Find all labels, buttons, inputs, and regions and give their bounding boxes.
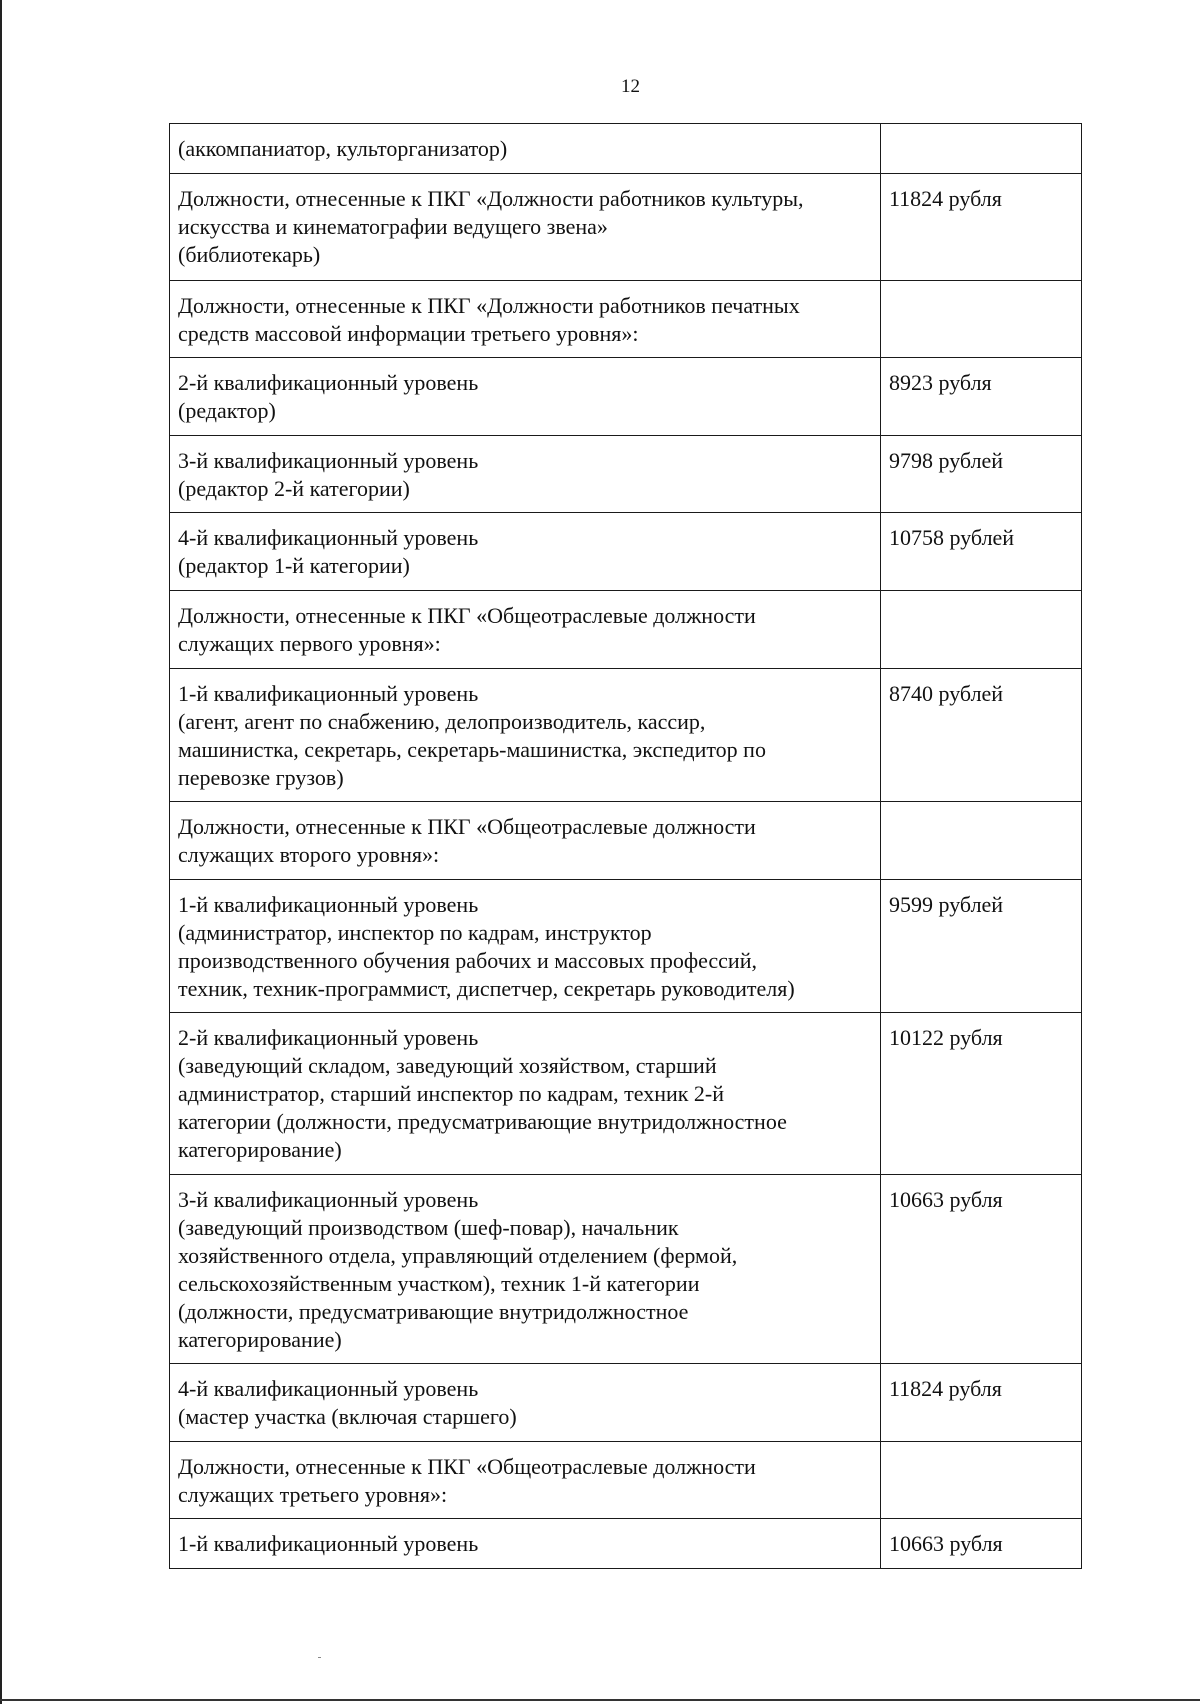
table-row <box>170 591 1082 669</box>
salary-amount-cell: 9798 рублей <box>881 436 1082 513</box>
position-description-line: 4-й квалификационный уровень <box>178 525 479 550</box>
position-description-line: (заведующий производством (шеф-повар), начальник <box>178 1215 679 1240</box>
table-row <box>170 1364 1082 1442</box>
table-row <box>170 880 1082 1013</box>
salary-amount-cell: 11824 рубля <box>881 1364 1082 1442</box>
position-description-cell <box>170 358 881 436</box>
position-description-line: (должности, предусматривающие внутридолжностное <box>178 1299 689 1324</box>
position-description-cell <box>170 1442 881 1519</box>
position-description-line: (редактор 1-й категории) <box>178 553 410 578</box>
position-description-line: категорирование) <box>178 1137 342 1162</box>
table-row <box>170 436 1082 513</box>
position-description-line: (редактор) <box>178 398 276 423</box>
position-description-line: Должности, отнесенные к ПКГ «Общеотраслевые должности <box>178 603 756 628</box>
position-description-cell <box>170 1364 881 1442</box>
position-description-line: администратор, старший инспектор по кадрам, техник 2-й <box>178 1081 725 1106</box>
position-description-line: искусства и кинематографии ведущего звена» <box>178 214 608 239</box>
position-description-line: средств массовой информации третьего уровня»: <box>178 321 639 346</box>
scan-left-edge <box>0 0 2 1704</box>
position-description-line: Должности, отнесенные к ПКГ «Должности работников печатных <box>178 293 800 318</box>
table-row <box>170 358 1082 436</box>
position-description-cell <box>170 1519 881 1569</box>
position-description-line: техник, техник-программист, диспетчер, секретарь руководителя) <box>178 976 795 1001</box>
position-description-line: машинистка, секретарь, секретарь-машинистка, экспедитор по <box>178 737 766 762</box>
position-description-line: 3-й квалификационный уровень <box>178 1187 479 1212</box>
position-description-line: (агент, агент по снабжению, делопроизводитель, кассир, <box>178 709 706 734</box>
position-description-cell <box>170 880 881 1013</box>
position-description-cell <box>170 1013 881 1175</box>
salary-amount-cell <box>881 591 1082 669</box>
salary-amount-cell: 10758 рублей <box>881 513 1082 591</box>
position-description-cell <box>170 513 881 591</box>
position-description-line: 2-й квалификационный уровень <box>178 1025 479 1050</box>
salary-amount-cell: 11824 рубля <box>881 174 1082 281</box>
table-row <box>170 513 1082 591</box>
position-description-cell <box>170 281 881 358</box>
page-number: 12 <box>621 76 640 97</box>
table-row <box>170 281 1082 358</box>
position-description-cell <box>170 124 881 174</box>
position-description-line: (редактор 2-й категории) <box>178 476 410 501</box>
salary-amount-cell <box>881 802 1082 880</box>
position-description-line: (библиотекарь) <box>178 242 321 267</box>
position-description-line: (аккомпаниатор, культорганизатор) <box>178 136 508 161</box>
position-description-line: перевозке грузов) <box>178 765 344 790</box>
table-row <box>170 124 1082 174</box>
position-description-line: 1-й квалификационный уровень <box>178 892 479 917</box>
table-row <box>170 1519 1082 1569</box>
position-description-line: сельскохозяйственным участком), техник 1-й категории <box>178 1271 700 1296</box>
salary-table <box>169 123 1082 1569</box>
salary-amount-cell: 10663 рубля <box>881 1519 1082 1569</box>
scan-speck <box>318 1657 321 1658</box>
position-description-line: Должности, отнесенные к ПКГ «Должности работников культуры, <box>178 186 804 211</box>
position-description-line: Должности, отнесенные к ПКГ «Общеотраслевые должности <box>178 814 756 839</box>
position-description-line: Должности, отнесенные к ПКГ «Общеотраслевые должности <box>178 1454 756 1479</box>
salary-amount-cell <box>881 281 1082 358</box>
scan-bottom-edge <box>0 1699 1200 1701</box>
position-description-cell <box>170 174 881 281</box>
salary-amount-cell: 9599 рублей <box>881 880 1082 1013</box>
salary-amount-cell: 8740 рублей <box>881 669 1082 802</box>
position-description-line: хозяйственного отдела, управляющий отделением (фермой, <box>178 1243 738 1268</box>
position-description-line: (администратор, инспектор по кадрам, инструктор <box>178 920 652 945</box>
table-row <box>170 174 1082 281</box>
position-description-cell <box>170 591 881 669</box>
position-description-line: 3-й квалификационный уровень <box>178 448 479 473</box>
position-description-cell <box>170 1175 881 1364</box>
position-description-line: производственного обучения рабочих и массовых профессий, <box>178 948 757 973</box>
table-row <box>170 1175 1082 1364</box>
position-description-line: (мастер участка (включая старшего) <box>178 1404 517 1429</box>
position-description-line: 2-й квалификационный уровень <box>178 370 479 395</box>
salary-amount-cell: 10663 рубля <box>881 1175 1082 1364</box>
position-description-line: 4-й квалификационный уровень <box>178 1376 479 1401</box>
position-description-cell <box>170 802 881 880</box>
salary-amount-cell: 8923 рубля <box>881 358 1082 436</box>
table-row <box>170 802 1082 880</box>
position-description-cell <box>170 436 881 513</box>
table-row <box>170 669 1082 802</box>
position-description-line: категории (должности, предусматривающие внутридолжностное <box>178 1109 787 1134</box>
salary-amount-cell <box>881 1442 1082 1519</box>
position-description-line: (заведующий складом, заведующий хозяйством, старший <box>178 1053 717 1078</box>
position-description-line: 1-й квалификационный уровень <box>178 1531 479 1556</box>
table-row <box>170 1442 1082 1519</box>
table-row <box>170 1013 1082 1175</box>
position-description-cell <box>170 669 881 802</box>
position-description-line: служащих третьего уровня»: <box>178 1482 448 1507</box>
position-description-line: служащих второго уровня»: <box>178 842 440 867</box>
position-description-line: категорирование) <box>178 1327 342 1352</box>
salary-amount-cell: 10122 рубля <box>881 1013 1082 1175</box>
salary-amount-cell <box>881 124 1082 174</box>
salary-table-body <box>170 124 1082 1569</box>
position-description-line: служащих первого уровня»: <box>178 631 441 656</box>
position-description-line: 1-й квалификационный уровень <box>178 681 479 706</box>
